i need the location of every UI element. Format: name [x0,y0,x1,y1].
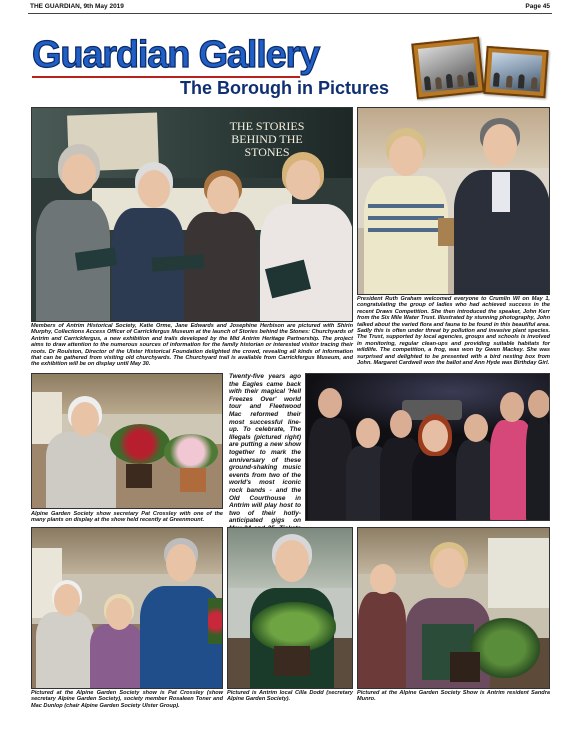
photo-cilla-dodd [227,527,353,689]
photo-frame-icon [483,46,548,98]
section-subtitle: The Borough in Pictures [180,78,390,98]
photo-stories-behind-stones [31,107,353,322]
caption-crumlin-wi: President Ruth Graham welcomed everyone to Crumlin WI on May 1, congratulating the group of ladies who had achieved success in the recent Draws Competition. She then introduced the speaker, John Kerr from the Six Mile Water Trust. Illustrated by stunning photography, John talked about the varied flora and fauna to be found in this beautiful area. Sadly this is often under threat by pollution and invasive plant species. The Trust, supported by local agencies, groups and schools is involved in monitoring, regular clean-ups and providing suitable habitats for wildlife. The competition, a frog, was won by Gwen Mackey. She was surprised and delighted to be presented with a bird nesting box from John. Margaret Cardwell won the ballot and Ann Hyde was Birthday Girl. [357,296,550,367]
photo-crumlin-wi [357,107,550,295]
publication-date: THE GUARDIAN, 9th May 2019 [30,3,124,10]
photo-alpine-group [31,527,223,689]
photo-frame-icon [411,37,484,100]
header-divider [28,13,552,14]
caption-alpine-group: Pictured at the Alpine Garden Society show is Pat Crossley (show secretary Alpine Garden Society), society member Rosaleen Toner and Mac Dunlop (chair Alpine Garden Society Ulster Group). [31,690,223,709]
caption-sandra-munro: Pictured at the Alpine Garden Society Show is Antrim resident Sandra Munro. [357,690,550,703]
section-title: Guardian Gallery [32,34,320,76]
page-number: Page 45 [525,3,550,10]
exhibit-sign-title: THE STORIES BEHIND THE STONES [229,119,305,159]
photo-alpine-pat-crossley [31,373,223,509]
caption-cilla-dodd: Pictured is Antrim local Cilla Dodd (secretary Alpine Garden Society). [227,690,353,703]
caption-stories-behind-stones: Members of Antrim Historical Society, Katie Orme, Jane Edwards and Josephine Herbison are pictured with Shirin Murphy, Collections Access Officer of Carrickfergus Museum at the launch of Stories behind the Stones: Churchyards of Antrim and Carrickfergus, a new exhibition and trails developed by the Mid Antrim Heritage Partnership. The project aims to draw attention to the numerous sources of information for the family historian or interested visitor tracing their roots. Dr Roulston, Director of the Ulster Historical Foundation delighted the crowd, revealing all kinds of information that can be gathered from visiting old churchyards. The Churchyard trail is available from Carrickfergus Museum, and the exhibition will be on display until May 30. [31,323,353,368]
caption-alpine-pat-crossley: Alpine Garden Society show secretary Pat Crossley with one of the many plants on display at the show held recently at Greenmount. [31,511,223,524]
photo-the-illegals-band [305,373,550,521]
photo-sandra-munro [357,527,550,689]
article-illegals-gigs: Twenty-five years ago the Eagles came back with their magical 'Hell Freezes Over' world tour and Fleetwood Mac reformed their most successful line-up. To celebrate, The Illegals (pictured right) are putting a new show together to mark the anniversary of these ground-shaking music events from two of the world's most iconic rock bands - and the Old Courthouse in Antrim will play host to two of their hotly-anticipated gigs on [229,373,301,525]
